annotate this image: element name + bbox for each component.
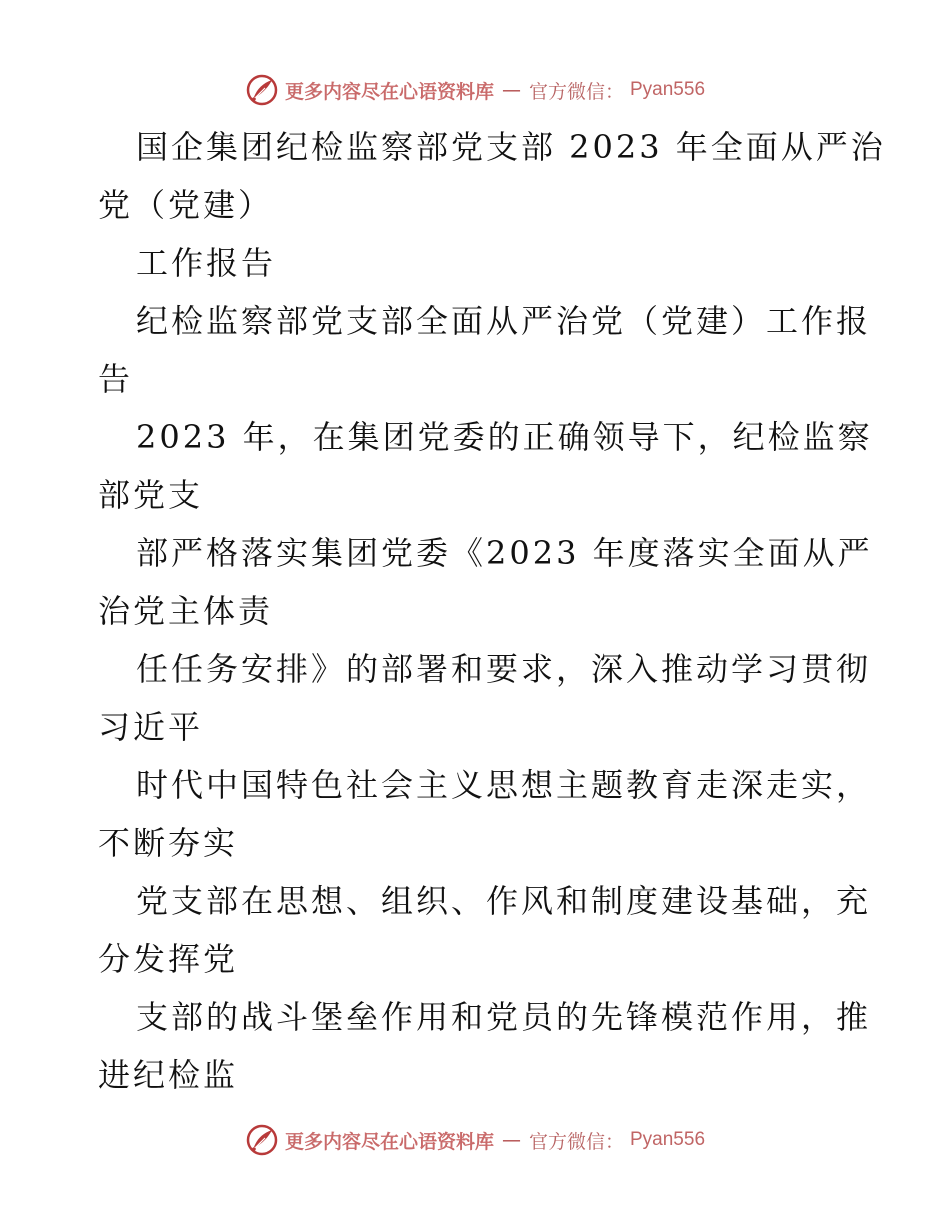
text-line: 任任务安排》的部署和要求，深入推动学习贯彻 <box>136 650 872 688</box>
document-body <box>98 118 886 1104</box>
text-line: 时代中国特色社会主义思想主题教育走深走实， <box>136 766 872 804</box>
text-line: 党（党建） <box>98 186 274 224</box>
banner-content <box>245 73 705 107</box>
quill-logo-icon <box>245 73 279 107</box>
header-watermark-banner <box>0 70 950 110</box>
text-line: 国企集团纪检监察部党支部 2023 年全面从严治 <box>136 128 886 166</box>
banner-wechat-label: 官方微信： <box>528 1130 624 1153</box>
banner-wechat-id: Pyan556 <box>630 1129 706 1150</box>
text-line: 2023 年，在集团党委的正确领导下，纪检监察 <box>136 418 873 456</box>
text-line: 习近平 <box>98 708 204 746</box>
text-line: 进纪检监 <box>98 1056 239 1094</box>
footer-watermark-banner <box>0 1120 950 1160</box>
banner-wechat-label: 官方微信： <box>528 80 624 103</box>
text-line: 部党支 <box>98 476 204 514</box>
banner-content <box>245 1123 705 1157</box>
text-line: 纪检监察部党支部全面从严治党（党建）工作报 <box>136 302 872 340</box>
text-line: 分发挥党 <box>98 940 239 978</box>
quill-logo-icon <box>245 1123 279 1157</box>
text-line: 支部的战斗堡垒作用和党员的先锋模范作用，推 <box>136 998 872 1036</box>
banner-slogan: 更多内容尽在心语资料库 <box>284 1130 494 1153</box>
text-line: 治党主体责 <box>98 592 274 630</box>
text-line: 告 <box>98 360 134 398</box>
banner-slogan: 更多内容尽在心语资料库 <box>284 80 494 103</box>
text-line: 党支部在思想、组织、作风和制度建设基础，充 <box>136 882 872 920</box>
banner-dash: — <box>501 79 521 101</box>
text-line: 工作报告 <box>136 244 277 282</box>
text-line: 部严格落实集团党委《2023 年度落实全面从严 <box>136 534 873 572</box>
banner-wechat-id: Pyan556 <box>630 79 706 100</box>
banner-dash: — <box>501 1129 521 1151</box>
text-line: 不断夯实 <box>98 824 239 862</box>
